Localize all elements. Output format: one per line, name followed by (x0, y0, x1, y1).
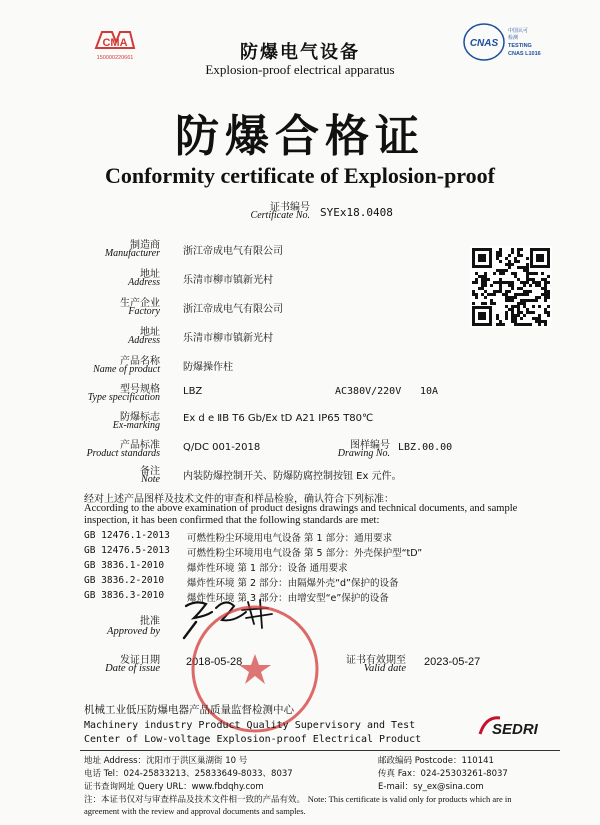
standard-code: GB 3836.1-2010 (84, 560, 165, 571)
footnote-en: Note: This certificate is valid only for products which are in (307, 794, 512, 804)
standard-code: GB 3836.3-2010 (84, 590, 165, 601)
valid-label-en: Valid date (363, 663, 406, 674)
header-title-en: Explosion-proof electrical apparatus (205, 62, 395, 77)
cma-text: CMA (102, 37, 128, 49)
footnote-cn: 注：本证书仅对与审查样品及技术文件相一致的产品有效。 (84, 795, 306, 805)
product-value: 防爆操作柱 (183, 362, 233, 373)
svg-text:TESTING: TESTING (508, 43, 532, 49)
standards-label-cn: 产品标准 (120, 440, 160, 451)
address2-label-cn: 地址 (140, 327, 160, 338)
manufacturer-label-cn: 制造商 (130, 240, 160, 251)
org-name-cn: 机械工业低压防爆电器产品质量监督检测中心 (84, 704, 294, 716)
standard-name: 可燃性粉尘环境用电气设备 第 1 部分：通用要求 (187, 533, 393, 544)
drawing-label-en: Drawing No. (337, 448, 390, 459)
svg-text:检测: 检测 (508, 35, 519, 41)
header-title-cn: 防爆电气设备 (240, 42, 360, 63)
standard-code: GB 12476.5-2013 (84, 545, 170, 556)
type-label-en: Type specification (87, 392, 160, 403)
issue-label-cn: 发证日期 (120, 655, 160, 666)
factory-value: 浙江帝成电气有限公司 (183, 304, 283, 315)
sedri-text: SEDRI (492, 721, 538, 738)
contact-tel: 电话 Tel：024-25833213、25833649-8033、8037 (84, 769, 293, 779)
type-current: 10A (420, 386, 439, 397)
type-rating: AC380V/220V (335, 386, 402, 397)
contact-fax: 传真 Fax：024-25303261-8037 (378, 769, 508, 779)
svg-text:CNAS L1016: CNAS L1016 (508, 51, 541, 57)
standard-code: GB 12476.1-2013 (84, 530, 170, 541)
note-label-en: Note (141, 474, 160, 485)
contact-postcode: 邮政编码 Postcode：110141 (378, 756, 494, 766)
address2-label-en: Address (128, 335, 160, 346)
issue-label-en: Date of issue (105, 663, 160, 674)
examination-text-cn: 经对上述产品图样及技术文件的审查和样品检验，确认符合下列标准： (84, 494, 394, 505)
standard-name: 爆炸性环境 第 2 部分：由隔爆外壳“d”保护的设备 (187, 578, 399, 589)
exmark-label-en: Ex-marking (112, 420, 160, 431)
factory-label-cn: 生产企业 (120, 298, 160, 309)
sedri-logo (476, 712, 546, 740)
exmark-value: Ex d e ⅡB T6 Gb/Ex tD A21 IP65 T80℃ (183, 413, 374, 424)
standard-name: 爆炸性环境 第 3 部分：由增安型“e”保护的设备 (187, 593, 389, 604)
manufacturer-label-en: Manufacturer (104, 248, 160, 259)
certificate-no-label-cn: 证书编号 (270, 202, 310, 213)
drawing-value: LBZ.00.00 (398, 442, 453, 453)
certificate-main-title-en: Conformity certificate of Explosion-proof (104, 163, 496, 188)
factory-label-en: Factory (128, 306, 160, 317)
product-label-cn: 产品名称 (120, 356, 160, 367)
standards-value: Q/DC 001-2018 (183, 442, 261, 453)
standards-list (0, 530, 600, 610)
product-label-en: Name of product (93, 364, 160, 375)
drawing-label-cn: 图样编号 (350, 440, 390, 451)
contact-email: E-mail：sy_ex@sina.com (378, 782, 484, 792)
valid-label-cn: 证书有效期至 (346, 655, 406, 666)
address1-label-en: Address (128, 277, 160, 288)
standard-name: 爆炸性环境 第 1 部分：设备 通用要求 (187, 563, 348, 574)
org-name-en-2: Center of Low-voltage Explosion-proof Electrical Product (84, 734, 422, 745)
contact-query: 证书查询网址 Query URL：www.fbdqhy.com (84, 782, 264, 792)
svg-text:中国认可: 中国认可 (508, 28, 529, 34)
standards-label-en: Product standards (86, 448, 160, 459)
valid-date: 2023-05-27 (424, 656, 481, 668)
footnote-en-2: agreement with the review and approval documents and samples. (84, 806, 306, 816)
certificate-no-label-en: Certificate No. (250, 210, 310, 221)
address1-value: 乐清市柳市镇新光村 (183, 275, 273, 286)
footnote (84, 794, 574, 818)
cnas-text: CNAS (469, 38, 499, 49)
exmark-label-cn: 防爆标志 (120, 412, 160, 423)
org-name-en-1: Machinery industry Product Quality Supervisory and Test (84, 720, 416, 731)
certificate-main-title-cn: 防爆合格证 (175, 111, 425, 162)
type-label-cn: 型号规格 (120, 384, 160, 395)
cma-number: 150000220661 (96, 55, 134, 61)
approved-label-en: Approved by (107, 626, 160, 637)
examination-text-en: According to the above examination of product designs drawings and technical documents, and sample inspection, it has been confirmed that the following standards are met: (84, 503, 518, 526)
contact-address: 地址 Address：沈阳市于洪区巢湖街 10 号 (84, 756, 248, 766)
footer-divider (80, 750, 560, 751)
standard-name: 可燃性粉尘环境用电气设备 第 5 部分：外壳保护型“tD” (187, 548, 423, 559)
note-value: 内装防爆控制开关、防爆防腐控制按钮 Ex 元件。 (183, 471, 402, 482)
type-value: LBZ (183, 386, 203, 397)
qr-code (470, 246, 552, 328)
note-label-cn: 备注 (140, 466, 160, 477)
approved-label-cn: 批准 (140, 616, 160, 627)
issue-date: 2018-05-28 (186, 656, 243, 668)
address1-label-cn: 地址 (140, 269, 160, 280)
address2-value: 乐清市柳市镇新光村 (183, 333, 273, 344)
manufacturer-value: 浙江帝成电气有限公司 (183, 246, 283, 257)
certificate-no-value: SYEx18.0408 (320, 206, 393, 219)
standard-code: GB 3836.2-2010 (84, 575, 165, 586)
